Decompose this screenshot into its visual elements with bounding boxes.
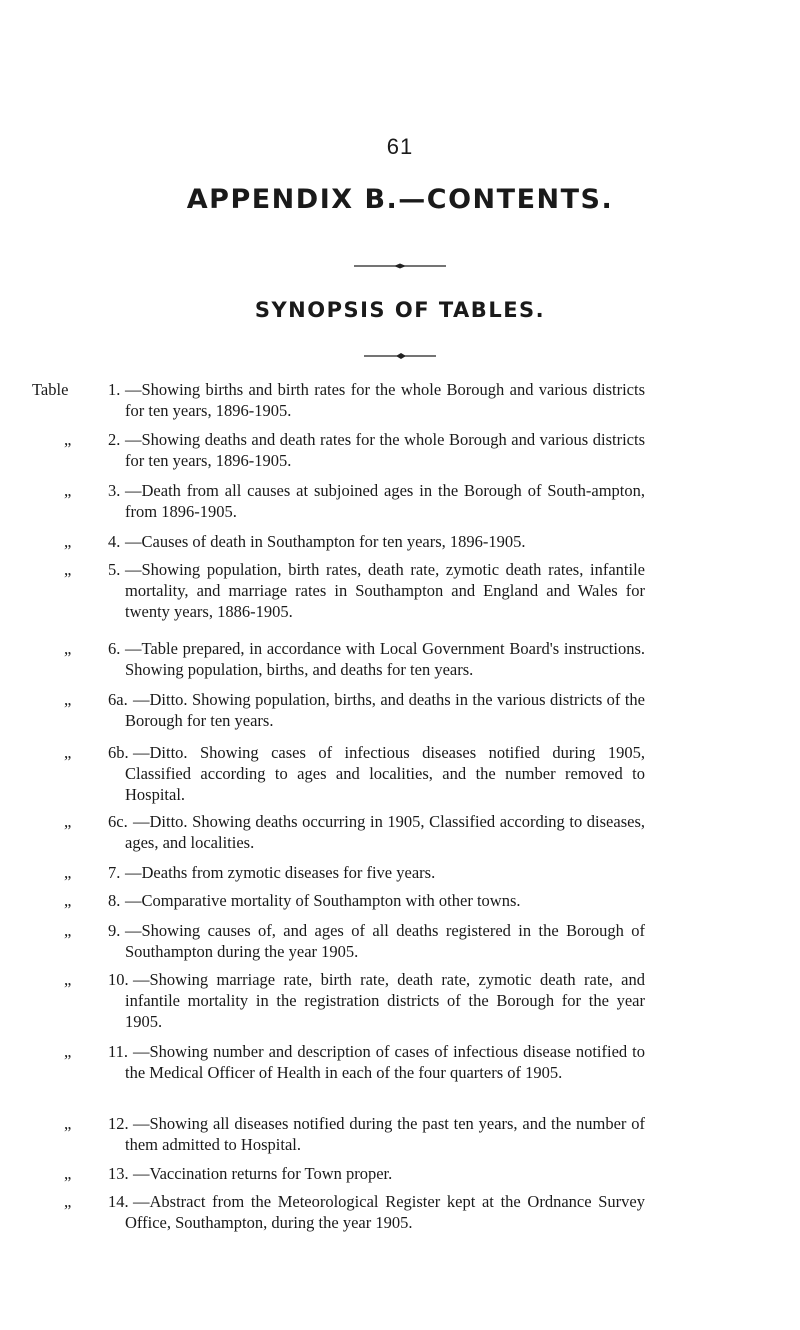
- table-entry: [0, 890, 800, 911]
- table-description: —Showing deaths and death rates for the whole Borough and various districts for ten years, 1896-1905.: [125, 430, 645, 470]
- table-entry: [0, 742, 800, 805]
- table-entry: [0, 1191, 800, 1233]
- ditto-mark: „: [64, 863, 72, 882]
- table-number: 14.: [108, 1192, 129, 1211]
- table-description: —Causes of death in Southampton for ten years, 1896-1905.: [125, 532, 526, 551]
- table-description: —Vaccination returns for Town proper.: [133, 1164, 393, 1183]
- table-number: 8.: [108, 891, 121, 910]
- table-number: 4.: [108, 532, 121, 551]
- subtitle-divider: [0, 352, 800, 360]
- table-number: 7.: [108, 863, 121, 882]
- table-description: —Showing births and birth rates for the whole Borough and various districts for ten years, 1896-1905.: [125, 380, 645, 420]
- table-number: 6b.: [108, 743, 129, 762]
- table-entry: [0, 811, 800, 853]
- table-entry: [0, 862, 800, 883]
- table-description: —Showing causes of, and ages of all deaths registered in the Borough of Southampton during the year 1905.: [125, 921, 645, 961]
- table-number: 9.: [108, 921, 121, 940]
- ditto-mark: „: [64, 891, 72, 910]
- table-number: 6c.: [108, 812, 128, 831]
- ditto-mark: „: [64, 639, 72, 658]
- table-description: —Showing all diseases notified during the past ten years, and the number of them admitted to Hospital.: [125, 1114, 645, 1154]
- table-number: 3.: [108, 481, 121, 500]
- table-number: 1.: [108, 380, 121, 399]
- table-description: —Ditto. Showing cases of infectious diseases notified during 1905, Classified according to ages and localities, and the number removed to Hospital.: [125, 743, 645, 804]
- ditto-mark: „: [64, 690, 72, 709]
- table-number: 2.: [108, 430, 121, 449]
- table-description: —Death from all causes at subjoined ages in the Borough of South-ampton, from 1896-1905.: [125, 481, 645, 521]
- table-entry: [0, 1163, 800, 1184]
- table-number: 6a.: [108, 690, 128, 709]
- ditto-mark: „: [64, 1114, 72, 1133]
- table-entry: [0, 379, 800, 421]
- table-description: —Abstract from the Meteorological Register kept at the Ordnance Survey Office, Southampton, during the year 1905.: [125, 1192, 645, 1232]
- page-title: APPENDIX B.—CONTENTS.: [186, 184, 614, 215]
- table-entry: [0, 1113, 800, 1155]
- ditto-mark: „: [64, 743, 72, 762]
- ditto-mark: „: [64, 532, 72, 551]
- table-description: —Comparative mortality of Southampton with other towns.: [125, 891, 521, 910]
- table-description: —Ditto. Showing population, births, and deaths in the various districts of the Borough for ten years.: [125, 690, 645, 730]
- table-number: 6.: [108, 639, 121, 658]
- ditto-mark: „: [64, 1042, 72, 1061]
- table-entry: [0, 1041, 800, 1083]
- ditto-mark: „: [64, 921, 72, 940]
- table-number: 11.: [108, 1042, 129, 1061]
- table-entry: [0, 531, 800, 552]
- table-label: Table: [32, 380, 69, 399]
- table-entry: [0, 969, 800, 1032]
- section-subtitle: SYNOPSIS OF TABLES.: [254, 298, 546, 322]
- table-description: —Deaths from zymotic diseases for five years.: [125, 863, 436, 882]
- table-description: —Showing marriage rate, birth rate, death rate, zymotic death rate, and infantile mortality in the registration districts of the Borough for the year 1905.: [125, 970, 645, 1031]
- table-entry: [0, 559, 800, 622]
- title-divider: [0, 262, 800, 270]
- page-number: 61: [386, 134, 414, 159]
- table-entry: [0, 638, 800, 680]
- table-entry: [0, 480, 800, 522]
- ditto-mark: „: [64, 812, 72, 831]
- ditto-mark: „: [64, 481, 72, 500]
- ditto-mark: „: [64, 1164, 72, 1183]
- table-description: —Showing population, birth rates, death rate, zymotic death rates, infantile mortality, and marriage rates in Southampton and England and Wales for twenty years, 1886-1905.: [125, 560, 645, 621]
- table-entry: [0, 689, 800, 731]
- ditto-mark: „: [64, 1192, 72, 1211]
- table-number: 5.: [108, 560, 121, 579]
- table-entry: [0, 920, 800, 962]
- table-description: —Ditto. Showing deaths occurring in 1905, Classified according to diseases, ages, and localities.: [125, 812, 645, 852]
- table-number: 13.: [108, 1164, 129, 1183]
- ditto-mark: „: [64, 430, 72, 449]
- table-number: 12.: [108, 1114, 129, 1133]
- ditto-mark: „: [64, 560, 72, 579]
- table-number: 10.: [108, 970, 129, 989]
- table-description: —Table prepared, in accordance with Local Government Board's instructions. Showing population, births, and deaths for ten years.: [125, 639, 645, 679]
- table-entry: [0, 429, 800, 471]
- table-description: —Showing number and description of cases of infectious disease notified to the Medical Officer of Health in each of the four quarters of 1905.: [125, 1042, 645, 1082]
- ditto-mark: „: [64, 970, 72, 989]
